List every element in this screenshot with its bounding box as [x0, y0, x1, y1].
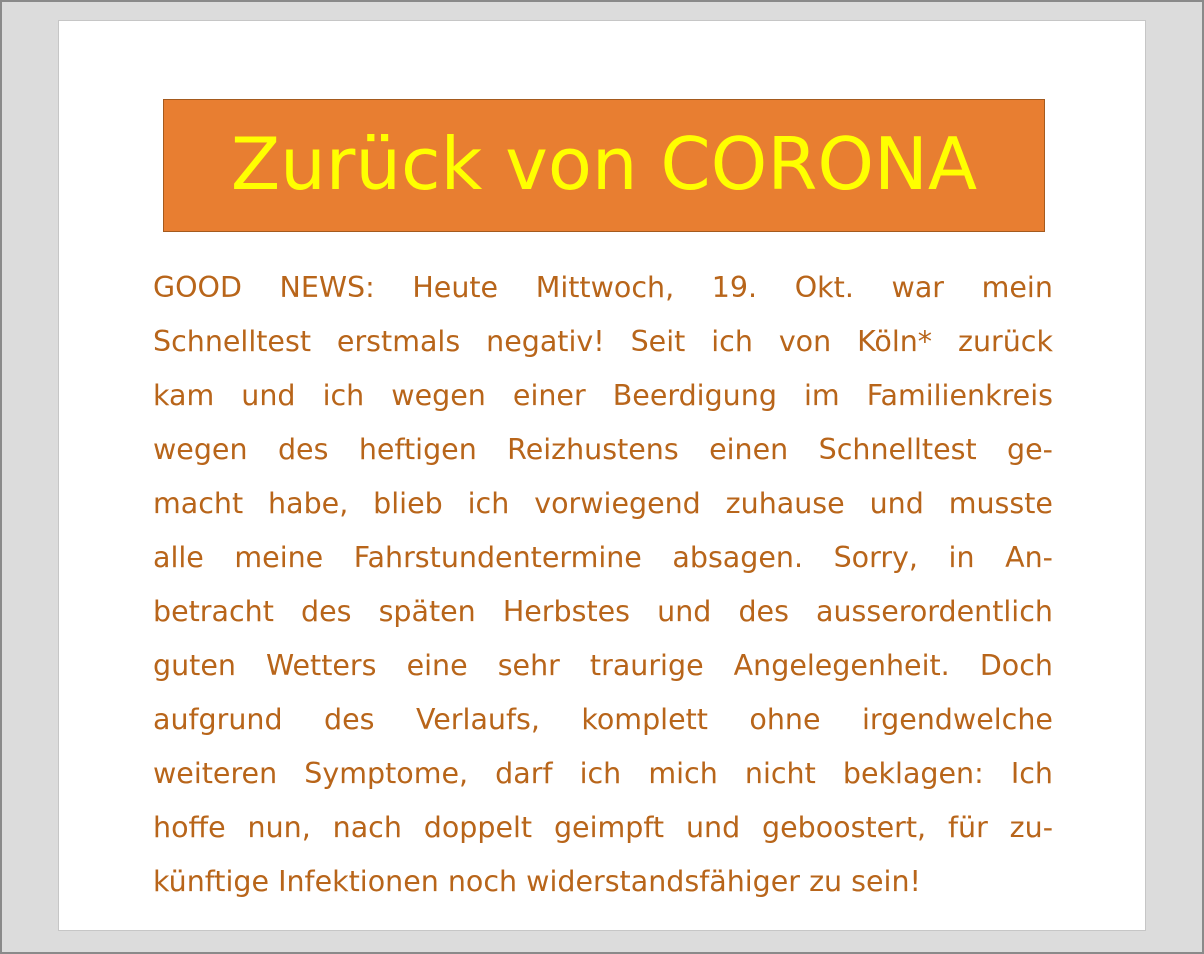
body-paragraph	[153, 261, 1053, 909]
body-line: wegen des heftigen Reizhustens einen Schnelltest ge-	[153, 433, 1053, 466]
body-line: guten Wetters eine sehr traurige Angelegenheit. Doch	[153, 649, 1053, 682]
body-line: macht habe, blieb ich vorwiegend zuhause und musste	[153, 487, 1053, 520]
body-line: Schnelltest erstmals negativ! Seit ich von Köln* zurück	[153, 325, 1053, 358]
body-line: aufgrund des Verlaufs, komplett ohne irgendwelche	[153, 703, 1053, 736]
document-page	[58, 20, 1146, 931]
document-title: Zurück von CORONA	[230, 121, 978, 206]
title-banner	[163, 99, 1045, 232]
body-line: weiteren Symptome, darf ich mich nicht beklagen: Ich	[153, 757, 1053, 790]
body-line: hoffe nun, nach doppelt geimpft und geboostert, für zu-	[153, 811, 1053, 844]
body-line: kam und ich wegen einer Beerdigung im Familienkreis	[153, 379, 1053, 412]
body-line: alle meine Fahrstundentermine absagen. Sorry, in An-	[153, 541, 1053, 574]
body-line: künftige Infektionen noch widerstandsfähiger zu sein!	[153, 865, 921, 898]
body-line: GOOD NEWS: Heute Mittwoch, 19. Okt. war mein	[153, 271, 1053, 304]
body-line: betracht des späten Herbstes und des ausserordentlich	[153, 595, 1053, 628]
